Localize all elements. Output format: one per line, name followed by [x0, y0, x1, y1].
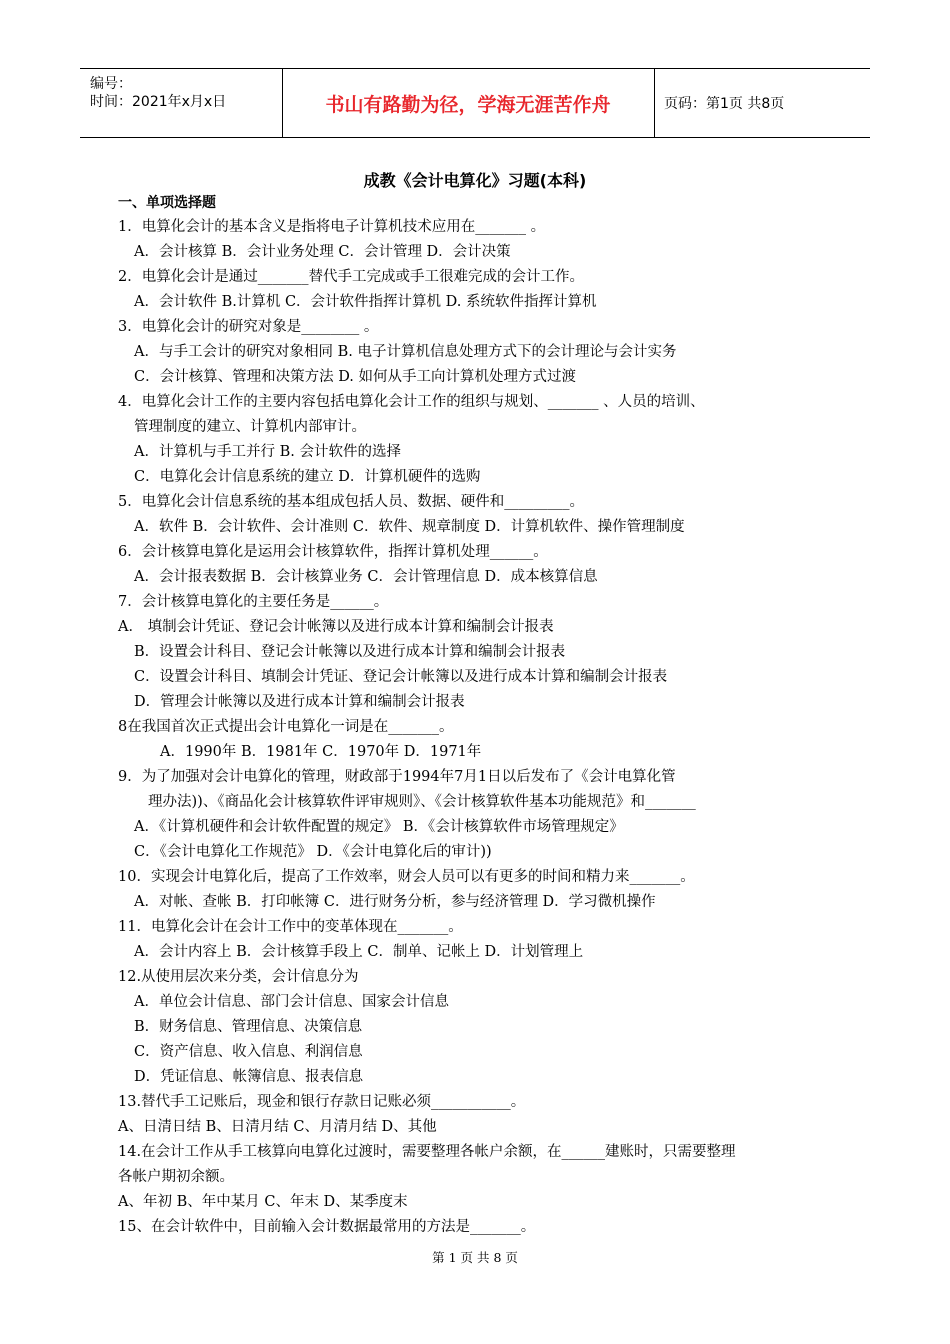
question-line: C．《会计电算化工作规范》 D．《会计电算化后的审计)) — [134, 844, 492, 860]
question-line: 10．实现会计电算化后，提高了工作效率，财会人员可以有更多的时间和精力来_______。 — [118, 869, 695, 885]
question-line: 3．电算化会计的研究对象是________ 。 — [118, 319, 379, 335]
question-line: A．会计报表数据 B．会计核算业务 C．会计管理信息 D．成本核算信息 — [134, 569, 598, 585]
question-line: 14.在会计工作从手工核算向电算化过渡时，需要整理各帐户余额，在______建账时，只需要整理 — [118, 1144, 736, 1160]
question-line: 9．为了加强对会计电算化的管理，财政部于1994年7月1日以后发布了《会计电算化管 — [118, 769, 676, 785]
question-line: 13.替代手工记账后，现金和银行存款日记账必须___________。 — [118, 1094, 526, 1110]
question-line: D．管理会计帐簿以及进行成本计算和编制会计报表 — [134, 694, 465, 710]
question-line: C．设置会计科目、填制会计凭证、登记会计帐簿以及进行成本计算和编制会计报表 — [134, 669, 668, 685]
question-line: A．会计核算 B．会计业务处理 C．会计管理 D．会计决策 — [134, 244, 511, 260]
number-label: 编号： — [90, 76, 132, 92]
time-label: 时间：2021年x月x日 — [90, 94, 227, 110]
question-line: A．会计内容上 B．会计核算手段上 C．制单、记帐上 D．计划管理上 — [134, 944, 584, 960]
question-line: A、年初 B、年中某月 C、年末 D、某季度末 — [118, 1194, 408, 1210]
header-page-label: 页码：第1页 共8页 — [664, 96, 785, 112]
question-line: B．设置会计科目、登记会计帐簿以及进行成本计算和编制会计报表 — [134, 644, 566, 660]
question-line: A．软件 B．会计软件、会计准则 C．软件、规章制度 D．计算机软件、操作管理制度 — [134, 519, 685, 535]
page-footer: 第 1 页 共 8 页 — [432, 1250, 518, 1265]
question-line: A．会计软件 B.计算机 C．会计软件指挥计算机 D. 系统软件指挥计算机 — [134, 294, 597, 310]
question-line: C．电算化会计信息系统的建立 D．计算机硬件的选购 — [134, 469, 481, 485]
question-line: A．与手工会计的研究对象相同 B. 电子计算机信息处理方式下的会计理论与会计实务 — [134, 344, 677, 360]
question-line: 11．电算化会计在会计工作中的变革体现在_______。 — [118, 919, 463, 935]
question-line: A．单位会计信息、部门会计信息、国家会计信息 — [134, 994, 449, 1010]
question-line: C．会计核算、管理和决策方法 D. 如何从手工向计算机处理方式过渡 — [134, 369, 577, 385]
question-line: A．《计算机硬件和会计软件配置的规定》 B．《会计核算软件市场管理规定》 — [134, 819, 624, 835]
question-line: A．对帐、查帐 B．打印帐簿 C．进行财务分析，参与经济管理 D．学习微机操作 — [134, 894, 656, 910]
question-line: 7．会计核算电算化的主要任务是______。 — [118, 594, 389, 610]
question-line: 8在我国首次正式提出会计电算化一词是在_______。 — [118, 719, 454, 735]
page-header — [80, 68, 870, 138]
question-line: A．计算机与手工并行 B. 会计软件的选择 — [134, 444, 401, 460]
question-line: 管理制度的建立、计算机内部审计。 — [134, 419, 366, 435]
question-line: 2．电算化会计是通过_______替代手工完成或手工很难完成的会计工作。 — [118, 269, 584, 285]
question-line: 5．电算化会计信息系统的基本组成包括人员、数据、硬件和_________。 — [118, 494, 584, 510]
section-title: 一、单项选择题 — [118, 195, 216, 211]
question-line: 4．电算化会计工作的主要内容包括电算化会计工作的组织与规划、_______ 、人员的培训、 — [118, 394, 705, 410]
header-motto: 书山有路勤为径，学海无涯苦作舟 — [282, 69, 655, 137]
question-line: 12.从使用层次来分类，会计信息分为 — [118, 969, 359, 985]
header-meta — [80, 69, 283, 137]
question-line: A．1990年 B．1981年 C．1970年 D．1971年 — [160, 744, 482, 760]
question-line: D．凭证信息、帐簿信息、报表信息 — [134, 1069, 364, 1085]
question-line: 1．电算化会计的基本含义是指将电子计算机技术应用在_______ 。 — [118, 219, 546, 235]
question-line: 6．会计核算电算化是运用会计核算软件，指挥计算机处理______。 — [118, 544, 548, 560]
question-line: C．资产信息、收入信息、利润信息 — [134, 1044, 363, 1060]
question-line: A、日清日结 B、日清月结 C、月清月结 D、其他 — [118, 1119, 437, 1135]
question-line: B．财务信息、管理信息、决策信息 — [134, 1019, 363, 1035]
question-line: 理办法))、《商品化会计核算软件评审规则》、《会计核算软件基本功能规范》和_______ — [148, 794, 696, 810]
question-line: 15、在会计软件中，目前输入会计数据最常用的方法是_______。 — [118, 1219, 536, 1235]
doc-title: 成教《会计电算化》习题(本科) — [363, 171, 587, 190]
question-line: A． 填制会计凭证、登记会计帐簿以及进行成本计算和编制会计报表 — [118, 619, 554, 635]
question-line: 各帐户期初余额。 — [118, 1169, 234, 1185]
